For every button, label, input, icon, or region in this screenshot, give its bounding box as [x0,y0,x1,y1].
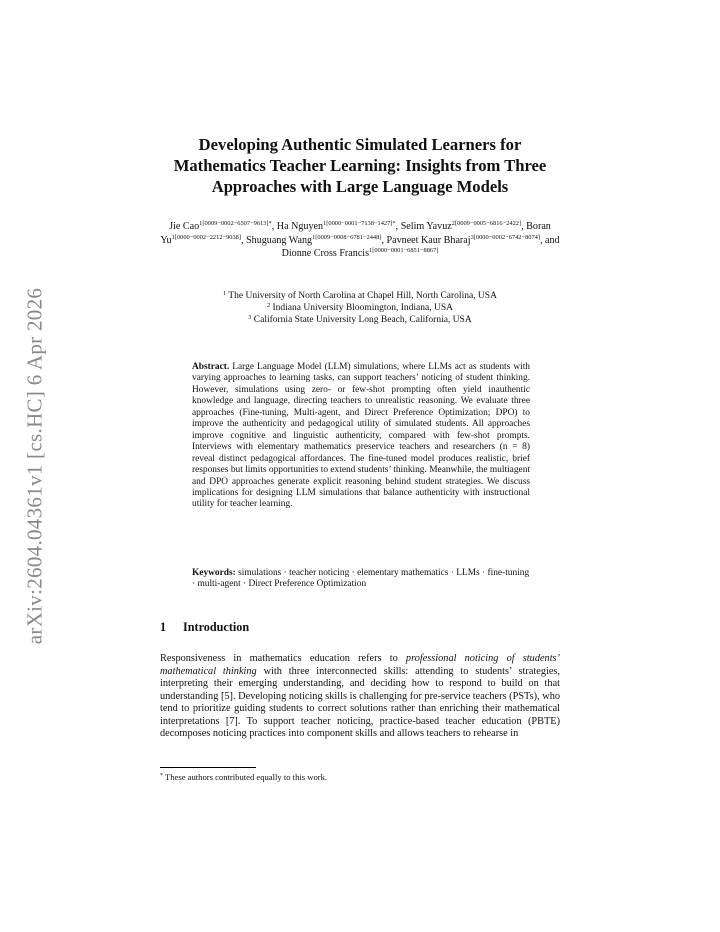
affiliation-text: Indiana University Bloomington, Indiana, USA [270,303,453,313]
author-name: Pavneet Kaur Bharaj [386,234,471,246]
affiliation-line [160,302,560,314]
author [169,221,272,232]
author-name: Dionne Cross Francis [281,248,370,259]
intro-emphasis: professional noticing of students’ mathematical thinking [160,653,560,677]
affiliation-number: 1 [223,290,227,297]
author-name: Ha Nguyen [276,221,324,232]
footnote-mark: * [160,773,163,779]
paper-title: Developing Authentic Simulated Learners for Mathematics Teacher Learning: Insights from Three Approaches with Large Language Models [173,135,547,196]
footnote-rule [160,767,256,768]
author-name: Boran Yu [160,221,551,246]
author [277,221,396,232]
keywords-text: simulations · teacher noticing · elementary mathematics · LLMs · fine-tuning · multi-agent · Direct Preference Optimization [192,568,530,590]
section-heading [160,620,249,635]
affiliation-number: 3 [248,314,252,321]
affiliation-line [160,314,560,326]
affiliation-text: The University of North Carolina at Chapel Hill, North Carolina, USA [226,291,497,301]
section-title: Introduction [183,620,250,634]
author-name: Selim Yavuz [400,221,452,232]
intro-text-start: Responsiveness in mathematics education refers to [160,653,406,664]
author-name: Shuguang Wang [246,234,313,246]
author [387,235,540,246]
author-affiliation-orcid: 3[0000−0002−6742−8074] [470,233,540,241]
affiliations [160,290,560,326]
author-name: Jie Cao [169,221,200,232]
author-affiliation-orcid: 1[0000−0001−6851−8867] [369,247,439,254]
author-affiliation-orcid: 1[0009−0008−6781−2448] [312,233,382,241]
author-affiliation-orcid: 1[0000−0002−2212−9038] [171,233,241,241]
footnote-text: These authors contributed equally to this work. [165,772,328,782]
author [246,235,381,246]
affiliation-text: California State University Long Beach, California, USA [251,315,472,325]
affiliation-number: 2 [267,302,271,309]
abstract [192,362,530,511]
author [282,248,439,259]
abstract-text: Large Language Model (LLM) simulations, where LLMs act as students with varying approaches to learning tasks, can support teachers’ noticing of student thinking. However, simulations using zero- or few-shot prompting often yield inauthentic knowledge and language, directing teachers to unrealistic reasoning. We evaluate three approaches (Fine-tuning, Multi-agent, and Direct Preference Optimization; DPO) to improve the authenticity and pedagogical utility of simulated students. All approaches improve cognitive and linguistic authenticity, compared with few-shot prompts. Interviews with elementary mathematics preservice teachers and researchers (n = 8) reveal distinct pedagogical affordances. The fine-tuned model produces realistic, brief responses but limits opportunities to extend students’ thinking. Meanwhile, the multiagent and DPO approaches generate explicit reasoning behind student strategies. We discuss implications for designing LLM simulations that balance authenticity with instructional utility for teacher learning. [192,362,530,510]
intro-paragraph [160,653,560,741]
author-affiliation-orcid: 1[0009−0002−6507−9613]* [199,220,272,227]
section-number: 1 [160,620,167,634]
affiliation-line [160,290,560,302]
author-affiliation-orcid: 1[0000−0001−7138−1427]* [323,220,396,227]
keywords [192,568,530,591]
arxiv-identifier: arXiv:2604.04361v1 [cs.HC] 6 Apr 2026 [22,287,47,645]
author-affiliation-orcid: 2[0009−0005−6816−2422] [451,220,522,227]
author-list: Jie Cao$^{1[0009-0002-6507-9613]*}$, Ha Nguyen$^{1[0000-0001-7138-1427]*}$, Selim Yavuz$^{2[0009-0005-6816-2422]}$, Boran $Yu^{1[0000-0002-2212-9038]}$, Shuguang Wang$^{1[0009-0008-6781-2448]}$, Pavneet Kaur Bharaj$^{3[0000-0002-6742-8074]}$, and Dionne Cross Francis$^{1[0000-0001-6851-8867]}$ [160,220,560,259]
author [401,221,521,232]
keywords-label: Keywords: [192,568,236,578]
intro-text-rest: with three interconnected skills: attending to students’ strategies, interpreting their emerging understanding, and deciding how to respond to build on that understanding [5]. Developing noticing skills is challenging for pre-service teachers (PSTs), who tend to prioritize guiding students to correct solutions rather than enriching their mathematical interpretations [7]. To support teacher noticing, practice-based teacher education (PBTE) decomposes noticing practices into component skills and allows teachers to rehearse in [160,665,561,740]
footnote [160,772,327,782]
abstract-label: Abstract. [192,362,230,372]
